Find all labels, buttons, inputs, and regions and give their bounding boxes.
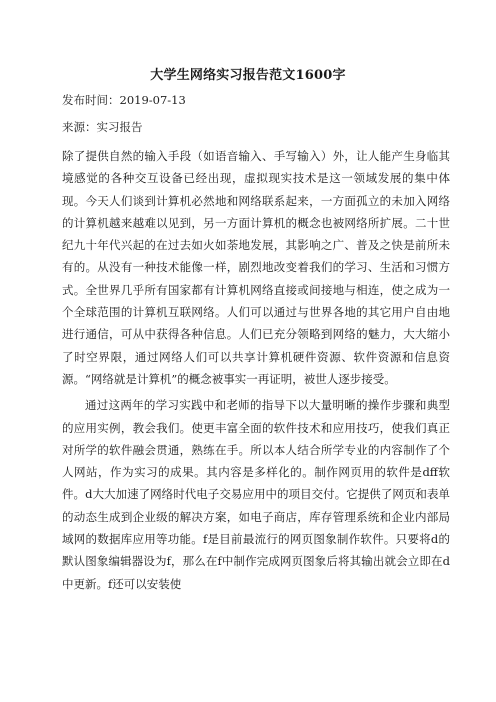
paragraph-1: 除了提供自然的输入手段（如语音输入、手写输入）外，让人能产生身临其境感觉的各种交互设备已经出现，虚拟现实技术是这一领域发展的集中体现。今天人们谈到计算机必然地和网络联系起来，一方面孤立的未加入网络的计算机越来越难以见到，另一方面计算机的概念也被网络所扩展。二十世纪九十年代兴起的在过去如火如荼地发展，其影响之广、普及之快是前所未有的。从没有一种技术能像一样，剧烈地改变着我们的学习、生活和习惯方式。全世界几乎所有国家都有计算机网络直接或间接地与相连，使之成为一个全球范围的计算机互联网络。人们可以通过与世界各地的其它用户自由地进行通信，可从中获得各种信息。人们已充分领略到网络的魅力，大大缩小了时空界限，通过网络人们可以共享计算机硬件资源、软件资源和信息资源。“网络就是计算机”的概念被事实一再证明，被世人逐步接受。 — [62, 149, 450, 386]
document-title: 大学生网络实习报告范文1600字 — [150, 68, 346, 83]
publish-date: 发布时间：2019-07-13 — [62, 93, 186, 107]
document-body — [62, 145, 450, 595]
source-line: 来源：实习报告 — [62, 120, 143, 134]
paragraph-2: 通过这两年的学习实践中和老师的指导下以大量明晰的操作步骤和典型的应用实例，教会我们。使更丰富全面的软件技术和应用技巧，使我们真正对所学的软件融会贯通，熟练在手。所以本人结合所学专业的内容制作了个人网站，作为实习的成果。其内容是多样化的。制作网页用的软件是dff软件。d大大加速了网络时代电子交易应用中的项目交付。它提供了网页和表单的动态生成到企业级的解决方案，如电子商店，库存管理系统和企业内部局域网的数据库应用等功能。f是目前最流行的网页图象制作软件。只要将d的默认图象编辑器设为f，那么在f中制作完成网页图象后将其输出就会立即在d中更新。f还可以安装使 — [62, 398, 450, 591]
